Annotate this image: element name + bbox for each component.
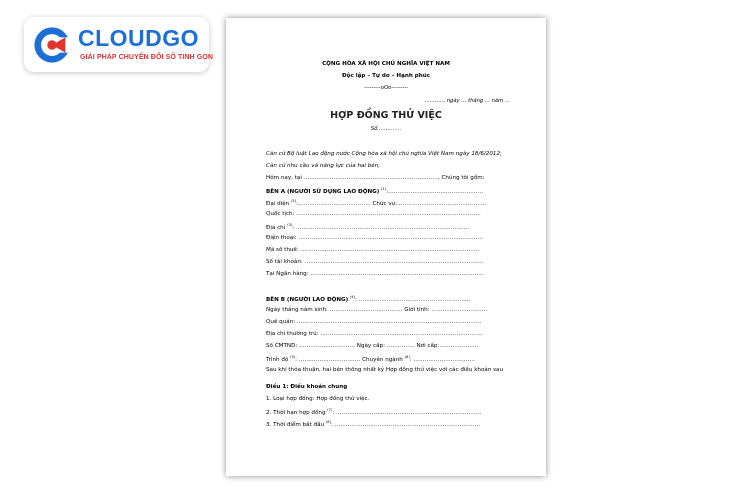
party-b-residence: Địa chỉ thường trú: …………………………………………………………………………… [266,331,483,337]
agreement-line: Sau khi thỏa thuận, hai bên thống nhất ký Hợp đồng thử việc với các điều khoản sau [266,367,504,373]
cloudgo-logo-icon [33,26,71,64]
nation-header: CỘNG HÒA XÃ HỘI CHỦ NGHĨA VIỆT NAM [322,61,450,67]
brand-name: CLOUDGO [78,25,200,51]
ornament: ---------oOo--------- [363,85,409,91]
article-1-item-2: 2. Thời hạn hợp đồng $^{(7)}$: …………………………………………………………………… [266,408,482,416]
article-1-item-1: 1. Loại hợp đồng: Hợp đồng thử việc. [266,396,370,402]
party-b-birth-gender: Ngày tháng năm sinh: ………………………………… Giới tính: ………………………… [266,307,488,313]
legal-basis-2: Căn cứ nhu cầu và năng lực của hai bên, [266,163,381,169]
party-a-phone: Điện thoại: ……………………………………………………………………………………… [266,235,484,241]
party-a-heading: BÊN A (NGƯỜI SỬ DỤNG LAO ĐỘNG) $^{(1)}$:…………………………………………… [266,187,484,195]
party-a-tax-code: Mã số thuế: …………………………………………………………………………………… [266,247,480,253]
article-1-item-3: 3. Thời điểm bắt đầu $^{(8)}$: …………………………………………………………………… [266,420,481,428]
party-a-bank: Tại Ngân hàng: ………………………………………………………………………………… [266,271,484,277]
contract-document [226,18,546,476]
party-a-address: Địa chỉ $^{(3)}$: ………………………………………………………………………………… [266,223,470,231]
article-1-heading: Điều 1: Điều khoản chung [266,384,348,390]
party-a-representative: Đại diện $^{(2)}$:………………………………… Chức vụ:………………………………………… [266,199,487,207]
party-b-heading: BÊN B (NGƯỜI LAO ĐỘNG) $^{(4)}$: …………………………………………………… [266,295,471,303]
party-a-nationality: Quốc tịch: ……………………………………………………………………………………… [266,211,481,217]
party-a-account: Số tài khoản: …………………………………………………………………………………… [266,259,484,265]
motto: Độc lập – Tự do – Hạnh phúc [341,73,431,79]
date-line: ……….., ngày … tháng … năm … [424,98,510,104]
document-title: HỢP ĐỒNG THỬ VIỆC [330,110,442,121]
party-b-education: Trình độ $^{(5)}$: …………………………… Chuyên ngành $^{(6)}$: …………………………… [266,355,475,363]
cloudgo-logo [24,17,213,72]
party-b-hometown: Quê quán: ……………………………………………………………………………………… [266,319,482,325]
party-b-id-card: Số CMTND: ………………………… Ngày cấp: …………… Nơi cấp:………………… [266,343,479,349]
legal-basis-1: Căn cứ Bộ luật Lao động nước Cộng hòa xã hội chủ nghĩa Việt Nam ngày 18/6/2012; [266,151,502,157]
brand-tagline: GIẢI PHÁP CHUYỂN ĐỔI SỐ TINH GỌN [80,54,213,61]
document-number: Số:…………. [370,126,402,132]
place-line: Hôm nay, tại ………………………………………………………………, Chúng tôi gồm: [266,175,485,181]
